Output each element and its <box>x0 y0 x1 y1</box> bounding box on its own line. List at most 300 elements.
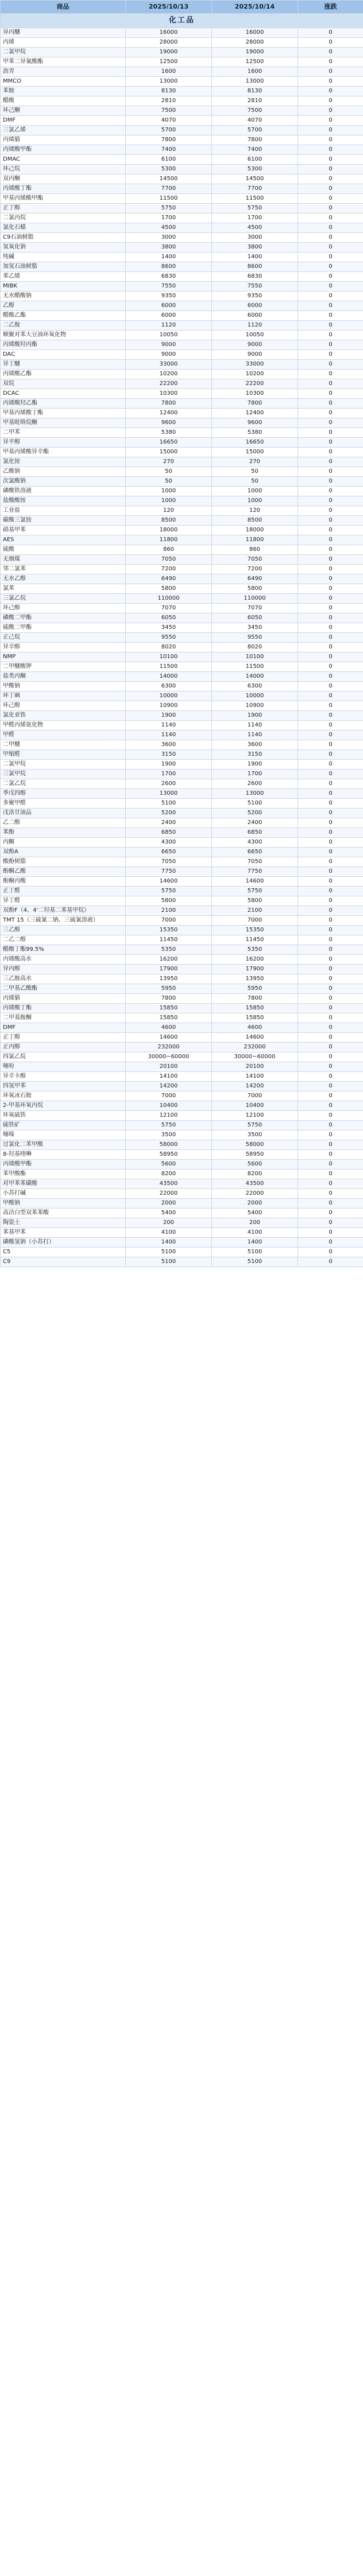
cell-change: 0 <box>298 1043 363 1052</box>
table-row <box>1 1248 363 1257</box>
cell-product: 工业盐 <box>1 506 126 516</box>
cell-change: 0 <box>298 1023 363 1033</box>
table-row <box>1 194 363 204</box>
table-row <box>1 965 363 974</box>
cell-product: 二甲苯 <box>1 428 126 438</box>
table-row <box>1 1238 363 1248</box>
cell-change: 0 <box>298 350 363 360</box>
cell-price-date-1: 1600 <box>126 67 212 77</box>
cell-price-date-2: 12100 <box>212 1111 298 1121</box>
table-row <box>1 857 363 867</box>
cell-price-date-1: 1700 <box>126 770 212 779</box>
table-row <box>1 321 363 331</box>
cell-product: NMP <box>1 652 126 662</box>
cell-price-date-2: 200 <box>212 1218 298 1228</box>
cell-price-date-2: 5600 <box>212 1160 298 1170</box>
table-row <box>1 174 363 184</box>
cell-change: 0 <box>298 262 363 272</box>
table-row <box>1 809 363 818</box>
cell-price-date-2: 17900 <box>212 965 298 974</box>
table-row <box>1 87 363 96</box>
cell-price-date-2: 7800 <box>212 135 298 145</box>
table-row <box>1 1111 363 1121</box>
cell-change: 0 <box>298 691 363 701</box>
cell-product: 无水乙醇 <box>1 574 126 584</box>
cell-change: 0 <box>298 662 363 672</box>
cell-product: 甲酸钠 <box>1 682 126 691</box>
cell-price-date-1: 6650 <box>126 848 212 857</box>
cell-price-date-2: 9600 <box>212 418 298 428</box>
table-row <box>1 126 363 135</box>
cell-change: 0 <box>298 57 363 67</box>
cell-change: 0 <box>298 1150 363 1160</box>
cell-price-date-1: 3800 <box>126 243 212 252</box>
cell-change: 0 <box>298 116 363 126</box>
cell-change: 0 <box>298 145 363 155</box>
cell-product: 乙醇 <box>1 301 126 311</box>
table-row <box>1 370 363 379</box>
cell-product: 酚酮乙酸 <box>1 867 126 877</box>
cell-price-date-1: 232000 <box>126 1043 212 1052</box>
cell-change: 0 <box>298 896 363 906</box>
cell-change: 0 <box>298 243 363 252</box>
cell-price-date-1: 15350 <box>126 926 212 935</box>
table-row <box>1 935 363 945</box>
cell-product: 苯甲酸酯 <box>1 1170 126 1179</box>
cell-change: 0 <box>298 155 363 165</box>
cell-change: 0 <box>298 370 363 379</box>
table-row <box>1 1033 363 1043</box>
cell-price-date-2: 5350 <box>212 945 298 955</box>
table-row <box>1 594 363 604</box>
cell-price-date-2: 6100 <box>212 155 298 165</box>
cell-change: 0 <box>298 213 363 223</box>
cell-change: 0 <box>298 87 363 96</box>
cell-product: 酚酮丙酸 <box>1 877 126 887</box>
table-row <box>1 496 363 506</box>
cell-price-date-2: 11450 <box>212 935 298 945</box>
table-row <box>1 243 363 252</box>
cell-price-date-1: 5800 <box>126 584 212 594</box>
cell-change: 0 <box>298 818 363 828</box>
cell-change: 0 <box>298 272 363 282</box>
cell-product: 对甲苯苯磺酸 <box>1 1179 126 1189</box>
table-row <box>1 155 363 165</box>
cell-price-date-1: 13000 <box>126 789 212 799</box>
cell-price-date-1: 1400 <box>126 252 212 262</box>
cell-price-date-2: 7400 <box>212 145 298 155</box>
cell-price-date-2: 6000 <box>212 311 298 321</box>
table-row <box>1 906 363 916</box>
cell-price-date-2: 4100 <box>212 1228 298 1238</box>
table-row <box>1 165 363 174</box>
table-row <box>1 1140 363 1150</box>
table-row <box>1 604 363 613</box>
table-row <box>1 1218 363 1228</box>
table-row <box>1 292 363 301</box>
cell-price-date-1: 9600 <box>126 418 212 428</box>
table-row <box>1 96 363 106</box>
cell-product: 噻吩 <box>1 1062 126 1072</box>
cell-product: 环己醇 <box>1 604 126 613</box>
cell-product: 硫酸 <box>1 545 126 555</box>
table-row <box>1 818 363 828</box>
cell-price-date-2: 14600 <box>212 1033 298 1043</box>
table-row <box>1 331 363 340</box>
cell-product: 次氯酸钠 <box>1 477 126 487</box>
cell-change: 0 <box>298 438 363 448</box>
cell-price-date-1: 5300 <box>126 165 212 174</box>
cell-change: 0 <box>298 711 363 721</box>
cell-price-date-1: 2000 <box>126 1199 212 1209</box>
cell-price-date-2: 6830 <box>212 272 298 282</box>
cell-price-date-2: 22200 <box>212 379 298 389</box>
cell-change: 0 <box>298 955 363 965</box>
cell-price-date-1: 15850 <box>126 1013 212 1023</box>
cell-price-date-1: 43500 <box>126 1179 212 1189</box>
table-row <box>1 1209 363 1218</box>
cell-product: 醋酸乙酯 <box>1 311 126 321</box>
cell-change: 0 <box>298 594 363 604</box>
cell-change: 0 <box>298 809 363 818</box>
table-row <box>1 887 363 896</box>
cell-change: 0 <box>298 467 363 477</box>
cell-price-date-2: 7070 <box>212 604 298 613</box>
table-row <box>1 57 363 67</box>
cell-change: 0 <box>298 487 363 496</box>
table-row <box>1 633 363 643</box>
table-row <box>1 760 363 770</box>
cell-price-date-1: 1400 <box>126 1238 212 1248</box>
table-row <box>1 399 363 409</box>
cell-product: AES <box>1 535 126 545</box>
cell-change: 0 <box>298 848 363 857</box>
cell-price-date-1: 5100 <box>126 1248 212 1257</box>
table-row <box>1 1072 363 1082</box>
cell-price-date-2: 7500 <box>212 106 298 116</box>
cell-product: 乙二醇 <box>1 818 126 828</box>
cell-product: 二氯乙烷 <box>1 779 126 789</box>
cell-change: 0 <box>298 321 363 331</box>
cell-product: 无烟煤 <box>1 555 126 565</box>
table-row <box>1 574 363 584</box>
cell-price-date-1: 200 <box>126 1218 212 1228</box>
cell-product: 异丙醚 <box>1 28 126 38</box>
cell-price-date-2: 11500 <box>212 194 298 204</box>
cell-price-date-2: 6050 <box>212 613 298 623</box>
cell-price-date-1: 19000 <box>126 48 212 57</box>
table-row <box>1 106 363 116</box>
cell-product: 正己烷 <box>1 633 126 643</box>
cell-price-date-1: 7050 <box>126 555 212 565</box>
cell-change: 0 <box>298 1189 363 1199</box>
cell-price-date-2: 8200 <box>212 1170 298 1179</box>
table-row <box>1 838 363 848</box>
cell-change: 0 <box>298 1033 363 1043</box>
cell-price-date-1: 14600 <box>126 1033 212 1043</box>
cell-product: 氯化石蜡 <box>1 223 126 233</box>
cell-product: 纯碱 <box>1 252 126 262</box>
cell-change: 0 <box>298 28 363 38</box>
cell-price-date-2: 1700 <box>212 770 298 779</box>
table-row <box>1 662 363 672</box>
cell-product: 丙烯 <box>1 38 126 48</box>
cell-price-date-1: 6850 <box>126 828 212 838</box>
cell-price-date-2: 14500 <box>212 174 298 184</box>
cell-price-date-2: 12500 <box>212 57 298 67</box>
table-row <box>1 48 363 57</box>
cell-product: 过氯化二苯甲酸 <box>1 1140 126 1150</box>
cell-price-date-2: 43500 <box>212 1179 298 1189</box>
cell-price-date-2: 13000 <box>212 77 298 87</box>
cell-product: 环己酮 <box>1 106 126 116</box>
cell-product: 盐酸酸铵 <box>1 496 126 506</box>
cell-product: 苯基甲苯 <box>1 1228 126 1238</box>
cell-price-date-2: 5750 <box>212 1121 298 1130</box>
cell-price-date-1: 58950 <box>126 1150 212 1160</box>
cell-product: 环氧硫铁 <box>1 1111 126 1121</box>
cell-product: 三氯乙烯 <box>1 126 126 135</box>
cell-product: 2-甲基环氧丙烷 <box>1 1101 126 1111</box>
cell-change: 0 <box>298 477 363 487</box>
cell-product: 正丁醇 <box>1 204 126 213</box>
cell-product: 异平醇 <box>1 438 126 448</box>
cell-change: 0 <box>298 1140 363 1150</box>
cell-change: 0 <box>298 1013 363 1023</box>
cell-price-date-2: 120 <box>212 506 298 516</box>
cell-change: 0 <box>298 428 363 438</box>
cell-product: 正丁醛 <box>1 887 126 896</box>
cell-product: 苯胺 <box>1 87 126 96</box>
table-row <box>1 711 363 721</box>
cell-price-date-1: 6830 <box>126 272 212 282</box>
cell-price-date-1: 6050 <box>126 613 212 623</box>
cell-change: 0 <box>298 828 363 838</box>
cell-price-date-2: 7800 <box>212 994 298 1004</box>
cell-price-date-2: 1140 <box>212 721 298 731</box>
cell-change: 0 <box>298 779 363 789</box>
cell-product: 双烷 <box>1 379 126 389</box>
cell-change: 0 <box>298 282 363 292</box>
cell-price-date-1: 4100 <box>126 1228 212 1238</box>
cell-price-date-2: 1400 <box>212 1238 298 1248</box>
cell-change: 0 <box>298 623 363 633</box>
cell-change: 0 <box>298 643 363 652</box>
cell-price-date-1: 5950 <box>126 984 212 994</box>
cell-product: 磷酸铁溶液 <box>1 487 126 496</box>
cell-product: 二乙胺 <box>1 321 126 331</box>
cell-change: 0 <box>298 1052 363 1062</box>
cell-product: 甲基丙烯酸甲酯 <box>1 194 126 204</box>
cell-price-date-1: 5350 <box>126 945 212 955</box>
cell-product: 顺聚对苯大豆油环氧化物 <box>1 331 126 340</box>
cell-product: 丙酮 <box>1 838 126 848</box>
cell-price-date-2: 16200 <box>212 955 298 965</box>
cell-price-date-2: 10000 <box>212 691 298 701</box>
cell-price-date-2: 9350 <box>212 292 298 301</box>
cell-price-date-1: 10050 <box>126 331 212 340</box>
cell-price-date-1: 12100 <box>126 1111 212 1121</box>
cell-price-date-1: 1140 <box>126 731 212 740</box>
cell-product: 丙烯酸甲酯 <box>1 145 126 155</box>
cell-price-date-2: 5100 <box>212 799 298 809</box>
table-row <box>1 379 363 389</box>
table-row <box>1 750 363 760</box>
cell-change: 0 <box>298 1121 363 1130</box>
cell-price-date-1: 5380 <box>126 428 212 438</box>
table-row <box>1 691 363 701</box>
cell-price-date-1: 1900 <box>126 711 212 721</box>
cell-price-date-1: 860 <box>126 545 212 555</box>
cell-product: C9石油树脂 <box>1 233 126 243</box>
cell-change: 0 <box>298 174 363 184</box>
cell-change: 0 <box>298 1082 363 1091</box>
cell-price-date-2: 7200 <box>212 565 298 574</box>
cell-price-date-1: 7070 <box>126 604 212 613</box>
cell-price-date-2: 8130 <box>212 87 298 96</box>
cell-change: 0 <box>298 906 363 916</box>
cell-change: 0 <box>298 935 363 945</box>
cell-product: C9 <box>1 1257 126 1267</box>
table-row <box>1 223 363 233</box>
cell-price-date-1: 13000 <box>126 77 212 87</box>
cell-product: 甲苯二异氰酸酯 <box>1 57 126 67</box>
cell-price-date-1: 4300 <box>126 838 212 848</box>
cell-price-date-1: 3500 <box>126 1130 212 1140</box>
cell-product: DAC <box>1 350 126 360</box>
table-row <box>1 526 363 535</box>
cell-price-date-1: 14000 <box>126 672 212 682</box>
cell-price-date-2: 3600 <box>212 740 298 750</box>
cell-price-date-2: 22000 <box>212 1189 298 1199</box>
cell-product: 丙烯酸甲酯 <box>1 1160 126 1170</box>
cell-price-date-2: 10300 <box>212 389 298 399</box>
cell-price-date-2: 19000 <box>212 48 298 57</box>
cell-product: 二氯丙烷 <box>1 213 126 223</box>
cell-price-date-1: 8200 <box>126 1170 212 1179</box>
cell-price-date-1: 2600 <box>126 779 212 789</box>
table-row <box>1 994 363 1004</box>
cell-price-date-2: 4070 <box>212 116 298 126</box>
table-row <box>1 301 363 311</box>
cell-price-date-1: 7700 <box>126 184 212 194</box>
cell-price-date-2: 1140 <box>212 731 298 740</box>
cell-change: 0 <box>298 516 363 526</box>
cell-price-date-1: 110000 <box>126 594 212 604</box>
cell-price-date-1: 5800 <box>126 896 212 906</box>
cell-price-date-2: 5950 <box>212 984 298 994</box>
cell-change: 0 <box>298 204 363 213</box>
table-row <box>1 1052 363 1062</box>
table-row <box>1 428 363 438</box>
cell-price-date-1: 14200 <box>126 1082 212 1091</box>
cell-price-date-2: 1600 <box>212 67 298 77</box>
cell-product: 酸酚树脂 <box>1 857 126 867</box>
cell-price-date-2: 5200 <box>212 809 298 818</box>
cell-price-date-1: 7800 <box>126 399 212 409</box>
cell-change: 0 <box>298 418 363 428</box>
cell-price-date-1: 7050 <box>126 857 212 867</box>
table-row <box>1 1257 363 1267</box>
cell-price-date-1: 1120 <box>126 321 212 331</box>
table-row <box>1 77 363 87</box>
cell-change: 0 <box>298 96 363 106</box>
cell-product: 碳酸三氯铵 <box>1 516 126 526</box>
table-row <box>1 116 363 126</box>
cell-change: 0 <box>298 301 363 311</box>
cell-price-date-1: 5100 <box>126 799 212 809</box>
cell-product: 磷酸氢钠（小苏打） <box>1 1238 126 1248</box>
cell-change: 0 <box>298 799 363 809</box>
cell-change: 0 <box>298 106 363 116</box>
cell-price-date-1: 5100 <box>126 1257 212 1267</box>
cell-product: 苯酚 <box>1 828 126 838</box>
cell-change: 0 <box>298 1218 363 1228</box>
cell-price-date-1: 10100 <box>126 652 212 662</box>
table-row <box>1 204 363 213</box>
cell-product: 硝基甲苯 <box>1 526 126 535</box>
cell-price-date-2: 50 <box>212 477 298 487</box>
cell-price-date-1: 22200 <box>126 379 212 389</box>
cell-product: 丙烯酸丁酯 <box>1 184 126 194</box>
cell-price-date-1: 28000 <box>126 38 212 48</box>
cell-price-date-2: 1400 <box>212 252 298 262</box>
cell-product: 异辛醇 <box>1 643 126 652</box>
cell-product: 甲醛丙烯氨化物 <box>1 721 126 731</box>
table-row <box>1 1004 363 1013</box>
cell-price-date-2: 2000 <box>212 1199 298 1209</box>
cell-price-date-1: 3150 <box>126 750 212 760</box>
cell-change: 0 <box>298 409 363 418</box>
cell-price-date-2: 11500 <box>212 662 298 672</box>
cell-price-date-1: 5600 <box>126 1160 212 1170</box>
cell-product: 加氢石油树脂 <box>1 262 126 272</box>
table-row <box>1 418 363 428</box>
cell-price-date-1: 3450 <box>126 623 212 633</box>
cell-product: 丙烯酸羟乙酯 <box>1 399 126 409</box>
cell-change: 0 <box>298 789 363 799</box>
column-header-date-1: 2025/10/13 <box>126 1 212 14</box>
cell-product: 三氯甲烷 <box>1 770 126 779</box>
cell-price-date-2: 10400 <box>212 1101 298 1111</box>
table-row <box>1 672 363 682</box>
cell-product: 正丙醇 <box>1 1043 126 1052</box>
table-row <box>1 438 363 448</box>
cell-change: 0 <box>298 652 363 662</box>
table-row <box>1 1091 363 1101</box>
cell-price-date-2: 8500 <box>212 516 298 526</box>
table-row <box>1 1130 363 1140</box>
cell-price-date-2: 7000 <box>212 916 298 926</box>
cell-price-date-2: 13950 <box>212 974 298 984</box>
cell-price-date-1: 33000 <box>126 360 212 370</box>
cell-price-date-2: 5750 <box>212 204 298 213</box>
table-row <box>1 213 363 223</box>
cell-price-date-2: 5700 <box>212 126 298 135</box>
cell-price-date-2: 2810 <box>212 96 298 106</box>
cell-change: 0 <box>298 974 363 984</box>
cell-change: 0 <box>298 48 363 57</box>
cell-product: 丙烯酸羟丙酯 <box>1 340 126 350</box>
cell-change: 0 <box>298 1111 363 1121</box>
cell-change: 0 <box>298 67 363 77</box>
cell-price-date-1: 2100 <box>126 906 212 916</box>
cell-change: 0 <box>298 1209 363 1218</box>
table-row <box>1 565 363 574</box>
cell-product: 二氯甲烷 <box>1 760 126 770</box>
cell-price-date-1: 17900 <box>126 965 212 974</box>
cell-price-date-1: 11450 <box>126 935 212 945</box>
